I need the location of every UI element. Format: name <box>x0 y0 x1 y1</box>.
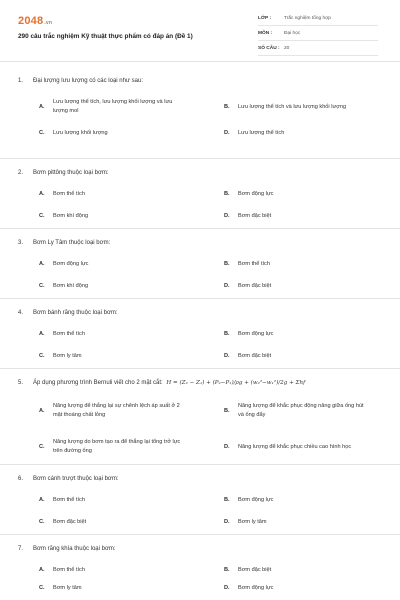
option-letter: D. <box>224 585 230 591</box>
option-text: Bơm động lực <box>238 496 274 503</box>
option-a[interactable] <box>18 489 200 511</box>
question-number: 7. <box>18 546 24 552</box>
option-letter: D. <box>224 213 230 219</box>
option-a[interactable] <box>18 92 200 122</box>
option-letter: C. <box>39 213 45 219</box>
option-text: Năng lượng để thắng lại sự chênh lệch áp suất ở 2 mặt thoáng chất lỏng <box>53 403 180 418</box>
exam-meta <box>258 12 378 57</box>
option-letter: C. <box>39 353 45 359</box>
option-d[interactable] <box>200 581 382 595</box>
option-grid <box>18 559 382 595</box>
question-stem <box>18 62 382 92</box>
question-4 <box>0 299 400 369</box>
question-1 <box>0 62 400 159</box>
option-letter: C. <box>39 519 45 525</box>
option-d[interactable] <box>200 122 382 144</box>
question-number: 5. <box>18 380 24 386</box>
option-b[interactable] <box>200 393 382 429</box>
option-letter: A. <box>39 261 45 267</box>
question-stem <box>18 535 382 559</box>
question-text: Bơm răng khía thuộc loại bơm: <box>33 546 116 552</box>
option-text: Lưu lượng khối lượng <box>53 129 108 136</box>
question-stem <box>18 299 382 323</box>
option-grid <box>18 393 382 465</box>
option-c[interactable] <box>18 345 200 367</box>
question-text: Bơm cánh trượt thuộc loại bơm: <box>33 476 119 482</box>
option-text: Bơm động lực <box>238 584 274 591</box>
meta-label: SỐ CÂU : <box>258 46 280 51</box>
option-b[interactable] <box>200 92 382 122</box>
option-letter: D. <box>224 444 230 450</box>
option-letter: C. <box>39 585 45 591</box>
option-text: Bơm thể tích <box>53 496 85 503</box>
option-letter: D. <box>224 353 230 359</box>
question-3 <box>0 229 400 299</box>
question-number: 2. <box>18 170 24 176</box>
question-stem <box>18 465 382 489</box>
question-stem <box>18 369 382 393</box>
option-text: Bơm ly tâm <box>53 584 82 591</box>
meta-label: MÔN : <box>258 31 273 36</box>
option-letter: D. <box>224 130 230 136</box>
option-text: Năng lượng để khắc phục chiều cao hình học <box>238 443 352 450</box>
option-text: Năng lượng để khắc phục động năng giữa ống hút và ống đẩy <box>238 403 364 418</box>
option-text: Bơm ly tâm <box>238 518 267 525</box>
option-d[interactable] <box>200 275 382 297</box>
option-grid <box>18 183 382 227</box>
option-text: Lưu lượng thể tích, lưu lượng khối lượng và lưu lượng mol <box>53 99 173 114</box>
option-c[interactable] <box>18 122 200 144</box>
option-letter: A. <box>39 104 45 110</box>
option-letter: B. <box>224 191 230 197</box>
option-letter: B. <box>224 331 230 337</box>
option-letter: B. <box>224 408 230 414</box>
question-5 <box>0 369 400 465</box>
option-text: Bơm động lực <box>238 190 274 197</box>
option-b[interactable] <box>200 323 382 345</box>
option-letter: B. <box>224 261 230 267</box>
option-letter: B. <box>224 567 230 573</box>
question-number: 3. <box>18 240 24 246</box>
meta-row-class <box>258 12 378 26</box>
option-b[interactable] <box>200 183 382 205</box>
page-title: 290 câu trắc nghiệm Kỹ thuật thực phẩm có đáp án (Đề 1) <box>18 33 193 40</box>
option-text: Bơm đặc biệt <box>53 518 87 525</box>
option-a[interactable] <box>18 183 200 205</box>
question-6 <box>0 465 400 535</box>
option-text: Bơm thể tích <box>238 260 270 267</box>
option-letter: D. <box>224 283 230 289</box>
question-text: Bơm pittông thuộc loại bơm: <box>33 170 109 176</box>
option-text: Bơm đặc biệt <box>238 282 272 289</box>
option-c[interactable] <box>18 429 200 465</box>
option-grid <box>18 323 382 367</box>
option-text: Bơm động lực <box>238 330 274 337</box>
option-letter: B. <box>224 497 230 503</box>
option-d[interactable] <box>200 429 382 465</box>
meta-value: 20 <box>284 46 290 51</box>
option-text: Lưu lượng thể tích <box>238 129 285 136</box>
brand-tld: .vn <box>44 20 53 26</box>
option-grid <box>18 253 382 297</box>
option-b[interactable] <box>200 253 382 275</box>
option-grid <box>18 489 382 533</box>
option-a[interactable] <box>18 393 200 429</box>
option-c[interactable] <box>18 581 200 595</box>
question-stem <box>18 229 382 253</box>
site-logo[interactable] <box>18 15 52 27</box>
option-d[interactable] <box>200 511 382 533</box>
option-letter: C. <box>39 283 45 289</box>
option-text: Bơm thể tích <box>53 190 85 197</box>
question-text: Đại lượng lưu lượng có các loại như sau: <box>33 78 143 84</box>
option-grid <box>18 92 382 144</box>
option-letter: B. <box>224 104 230 110</box>
option-text: Bơm thể tích <box>53 330 85 337</box>
meta-row-subject <box>258 27 378 41</box>
question-text-wrap <box>33 380 382 386</box>
option-letter: A. <box>39 331 45 337</box>
option-a[interactable] <box>18 253 200 275</box>
option-letter: D. <box>224 519 230 525</box>
option-a[interactable] <box>18 559 200 581</box>
option-letter: A. <box>39 567 45 573</box>
option-text: Bơm đặc biệt <box>238 212 272 219</box>
option-letter: A. <box>39 408 45 414</box>
option-letter: A. <box>39 497 45 503</box>
question-7 <box>0 535 400 595</box>
option-text: Bơm ly tâm <box>53 352 82 359</box>
option-a[interactable] <box>18 323 200 345</box>
option-c[interactable] <box>18 205 200 227</box>
meta-row-count <box>258 42 378 56</box>
question-text: Bơm Ly Tâm thuộc loại bơm: <box>33 240 111 246</box>
option-d[interactable] <box>200 345 382 367</box>
option-c[interactable] <box>18 511 200 533</box>
question-2 <box>0 159 400 229</box>
question-number: 6. <box>18 476 24 482</box>
meta-value: Trắc nghiệm tổng hợp <box>284 16 331 21</box>
option-d[interactable] <box>200 205 382 227</box>
meta-value: Đại học <box>284 31 301 36</box>
bernoulli-formula: H = (Z₂ − Z₁) + (P₂−P₁)/ρg + (w₂²−w₁²)/2g + Σhf <box>166 380 306 386</box>
question-list <box>0 62 400 595</box>
option-text: Bơm đặc biệt <box>238 352 272 359</box>
page-header <box>0 0 400 62</box>
question-number: 1. <box>18 78 24 84</box>
question-text: Bơm bánh răng thuộc loại bơm: <box>33 310 118 316</box>
option-b[interactable] <box>200 559 382 581</box>
question-stem <box>18 159 382 183</box>
brand-name: 2048 <box>18 15 44 27</box>
option-text: Lưu lượng thể tích và lưu lượng khối lượng <box>238 103 347 110</box>
option-letter: C. <box>39 444 45 450</box>
option-c[interactable] <box>18 275 200 297</box>
option-text: Bơm động lực <box>53 260 89 267</box>
option-letter: C. <box>39 130 45 136</box>
option-text: Bơm đặc biệt <box>238 566 272 573</box>
option-text: Năng lượng do bơm tạo ra để thắng lại tổng trở lực trên đường ống <box>53 439 181 454</box>
option-text: Bơm khí động <box>53 212 89 219</box>
question-number: 4. <box>18 310 24 316</box>
option-b[interactable] <box>200 489 382 511</box>
option-letter: A. <box>39 191 45 197</box>
option-text: Bơm thể tích <box>53 566 85 573</box>
question-text: Áp dụng phương trình Bernuli viết cho 2 mặt cắt: <box>33 380 163 386</box>
meta-label: LỚP : <box>258 16 272 21</box>
option-text: Bơm khí động <box>53 282 89 289</box>
